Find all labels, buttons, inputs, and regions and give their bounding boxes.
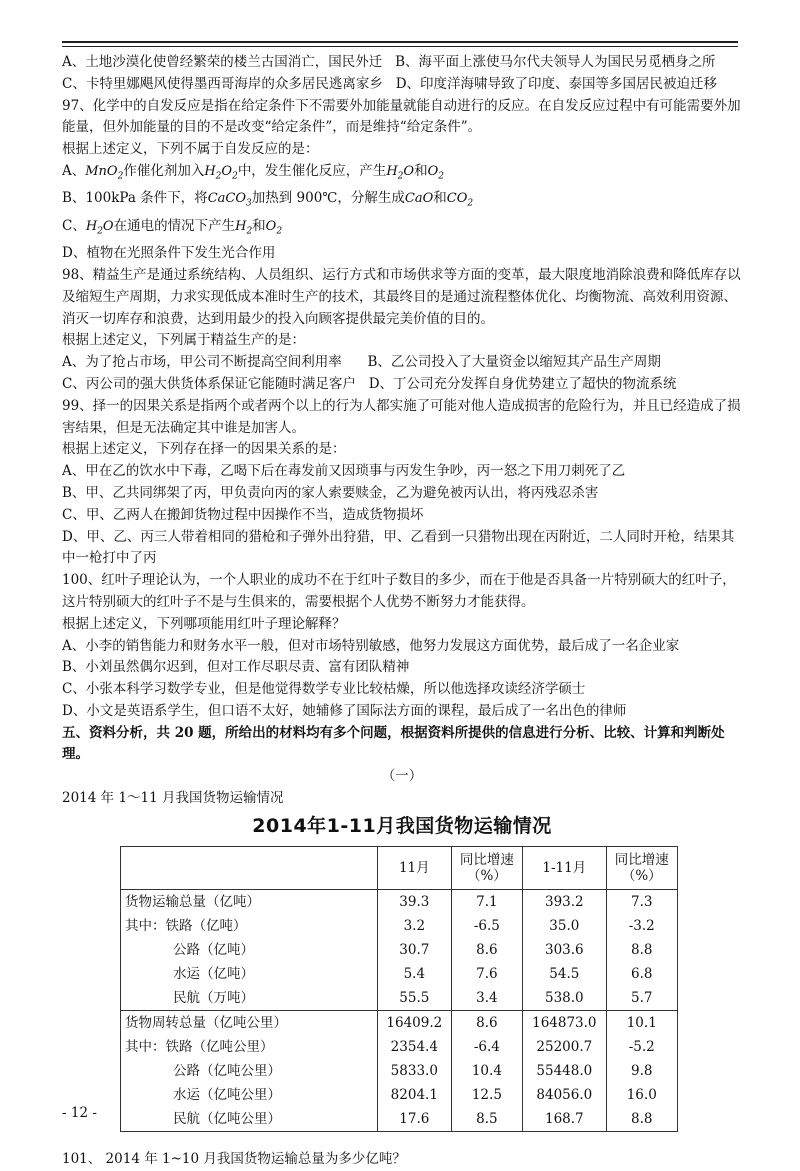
q97-stem: 97、化学中的自发反应是指在给定条件下不需要外加能量就能自动进行的反应。在自发反应过程中有可能需要外加能量，但外加能量的目的不是改变“给定条件”，而是维持“给定条件”。 [62, 97, 741, 136]
data-table-frame [120, 846, 678, 1132]
q100-option-a: A、小李的销售能力和财务水平一般，但对市场特别敏感，他努力发展这方面优势，最后成了一名企业家 [62, 637, 680, 654]
table-body [121, 889, 677, 1131]
table-cell: 10.1 [606, 1010, 677, 1035]
q96-option-b: B、海平面上涨使马尔代夫领导人为国民另觅栖身之所 [395, 54, 716, 70]
header-blank-cell [121, 847, 378, 890]
table-title: 2014年1-11月我国货物运输情况 [252, 814, 552, 837]
row-label: 公路（亿吨） [121, 938, 378, 962]
table-row [121, 914, 677, 938]
table-cell: 54.5 [523, 962, 606, 986]
header-nov: 11月 [378, 847, 452, 890]
table-row [121, 962, 677, 986]
table-cell: 5.7 [631, 989, 653, 1006]
q99-option-b: B、甲、乙共同绑架了丙，甲负责向丙的家人索要赎金，乙为避免被丙认出，将丙残忍杀害 [62, 484, 599, 501]
table-row [121, 1035, 677, 1059]
q99-ask: 根据上述定义，下列存在择一的因果关系的是： [62, 441, 346, 458]
q96-option-a: A、土地沙漠化使曾经繁荣的楼兰古国消亡，国民外迁 [62, 54, 383, 70]
q96-option-c: C、卡特里娜飓风使得墨西哥海岸的众多居民逃离家乡 [62, 75, 383, 92]
header-yoy-jan-nov: 同比增速 （%） [606, 847, 677, 890]
table-cell: 55.5 [378, 986, 452, 1011]
header-yoy-nov: 同比增速 （%） [451, 847, 523, 890]
table-cell: 16409.2 [378, 1010, 452, 1035]
table-cell: 9.8 [631, 1062, 653, 1079]
table-cell: 6.8 [631, 965, 653, 982]
q97-option-c: C、$H_2O$在通电的情况下产生$H_2$和$O_2$ [62, 217, 283, 237]
table-cell: 393.2 [523, 889, 606, 914]
header-rule-thin [62, 46, 738, 47]
part-label: （一） [381, 768, 423, 785]
table-cell: 55448.0 [523, 1059, 606, 1083]
table-row [121, 986, 677, 1011]
q99-option-d: D、甲、乙、丙三人带着相同的猎枪和子弹外出狩猎，甲、乙看到一只猎物出现在丙附近，二人同时开枪，结果其中一枪打中了丙 [62, 528, 735, 567]
table-cell: 17.6 [378, 1107, 452, 1131]
table-cell: 8.8 [631, 941, 653, 958]
table-cell: 12.5 [451, 1083, 523, 1107]
q100-stem: 100、红叶子理论认为，一个人职业的成功不在于红叶子数目的多少，而在于他是否具备一片特别硕大的红叶子，这片特别硕大的红叶子不是与生俱来的，需要根据个人优势不断努力才能获得。 [62, 572, 736, 610]
q98-option-d: D、丁公司充分发挥自身优势建立了超快的物流系统 [368, 375, 677, 392]
table-cell: 8.8 [631, 1110, 653, 1127]
q98-stem: 98、精益生产是通过系统结构、人员组织、运行方式和市场供求等方面的变革，最大限度地消除浪费和降低库存以及缩短生产周期，力求实现低成本准时生产的技术，其最终目的是通过流程整体优化、均衡物流、高效利用资源、消灭一切库存和浪费，达到用最少的投入向顾客提供最完美价值的目的。 [62, 266, 741, 327]
table-cell: 8.6 [451, 938, 523, 962]
table-cell: 30.7 [378, 938, 452, 962]
table-cell: 16.0 [626, 1086, 657, 1103]
q96-option-d: D、印度洋海啸导致了印度、泰国等多国居民被迫迁移 [395, 75, 718, 92]
row-label: 民航（万吨） [121, 986, 378, 1011]
table-row [121, 889, 677, 914]
header-rule-thick [62, 41, 738, 43]
table-cell: 8.5 [451, 1107, 523, 1131]
q100-option-b: B、小刘虽然偶尔迟到，但对工作尽职尽责、富有团队精神 [62, 659, 410, 676]
table-cell: -3.2 [628, 917, 655, 934]
table-cell: 10.4 [451, 1059, 523, 1083]
q98-options-cd [62, 374, 742, 396]
table-cell: 7.3 [631, 893, 653, 910]
table-cell: 7.1 [451, 889, 523, 914]
q97-ask: 根据上述定义，下列不属于自发反应的是： [62, 141, 319, 158]
table-cell: 25200.7 [523, 1035, 606, 1059]
row-label: 其中：铁路（亿吨） [121, 914, 378, 938]
row-label: 货物运输总量（亿吨） [121, 889, 378, 914]
q98-options-ab [62, 352, 742, 374]
table-cell: 7.6 [451, 962, 523, 986]
q98-ask: 根据上述定义，下列属于精益生产的是： [62, 332, 305, 349]
table-cell: 164873.0 [523, 1010, 606, 1035]
table-cell: -6.5 [451, 914, 523, 938]
q100-ask: 根据上述定义，下列哪项能用红叶子理论解释？ [62, 615, 346, 632]
q99-stem: 99、择一的因果关系是指两个或者两个以上的行为人都实施了可能对他人造成损害的危险行为，并且已经造成了损害结果，但是无法确定其中谁是加害人。 [62, 397, 741, 436]
row-label: 货物周转总量（亿吨公里） [121, 1010, 378, 1035]
table-row [121, 1010, 677, 1035]
row-label: 其中：铁路（亿吨公里） [121, 1035, 378, 1059]
q98-option-b: B、乙公司投入了大量资金以缩短其产品生产周期 [367, 354, 661, 371]
header-jan-nov: 1-11月 [523, 847, 606, 890]
q99-option-c: C、甲、乙两人在搬卸货物过程中因操作不当，造成货物损坏 [62, 506, 424, 523]
page-content [62, 52, 742, 1171]
table-cell: -6.4 [451, 1035, 523, 1059]
q96-options-cd [62, 74, 742, 96]
table-row [121, 938, 677, 962]
q98-option-a: A、为了抢占市场，甲公司不断提高空间利用率 [62, 354, 342, 371]
table-row [121, 1059, 677, 1083]
row-label: 民航（亿吨公里） [121, 1107, 378, 1131]
q98-option-c: C、丙公司的强大供货体系保证它能随时满足客户 [62, 375, 356, 392]
table-cell: 5.4 [378, 962, 452, 986]
table-cell: 2354.4 [378, 1035, 452, 1059]
q100-option-c: C、小张本科学习数学专业，但是他觉得数学专业比较枯燥，所以他选择攻读经济学硕士 [62, 681, 586, 698]
table-cell: 39.3 [378, 889, 452, 914]
table-row [121, 1083, 677, 1107]
row-label: 水运（亿吨公里） [121, 1083, 378, 1107]
table-cell: 3.4 [451, 986, 523, 1011]
row-label: 水运（亿吨） [121, 962, 378, 986]
table-row [121, 1107, 677, 1131]
q99-option-a: A、甲在乙的饮水中下毒，乙喝下后在毒发前又因琐事与丙发生争吵，丙一怒之下用刀刺死了乙 [62, 463, 626, 480]
q97-option-d: D、植物在光照条件下发生光合作用 [62, 245, 276, 262]
page-number: - 12 - [62, 1105, 97, 1121]
table-cell: 84056.0 [523, 1083, 606, 1107]
table-cell: 8204.1 [378, 1083, 452, 1107]
q96-options-ab [62, 52, 742, 74]
table-cell: 35.0 [523, 914, 606, 938]
q97-option-a: A、MnO$_2$作催化剂加入$H_2O_2$中，发生催化反应，产生$H_2O$和$O_2$ [62, 162, 444, 182]
q97-option-b: B、100kPa 条件下，将CaCO$_3$加热到 900℃，分解生成CaO和$CO_2$ [62, 190, 474, 209]
table-cell: 3.2 [378, 914, 452, 938]
q101-question: 101、 2014 年 1~10 月我国货物运输总量为多少亿吨？ [62, 1151, 406, 1168]
material-caption: 2014 年 1～11 月我国货物运输情况 [62, 790, 284, 807]
table-cell: 5833.0 [378, 1059, 452, 1083]
table-cell: 538.0 [523, 986, 606, 1011]
table-cell: 168.7 [523, 1107, 606, 1131]
table-cell: -5.2 [628, 1038, 655, 1055]
table-header-row [121, 847, 677, 890]
section-heading: 五、资料分析，共 20 题，所给出的材料均有多个问题，根据资料所提供的信息进行分析、比较、计算和判断处理。 [62, 724, 725, 763]
row-label: 公路（亿吨公里） [121, 1059, 378, 1083]
table-cell: 303.6 [523, 938, 606, 962]
q100-option-d: D、小文是英语系学生，但口语不太好，她辅修了国际法方面的课程，最后成了一名出色的律师 [62, 702, 627, 719]
table-cell: 8.6 [451, 1010, 523, 1035]
data-table [121, 847, 677, 1131]
